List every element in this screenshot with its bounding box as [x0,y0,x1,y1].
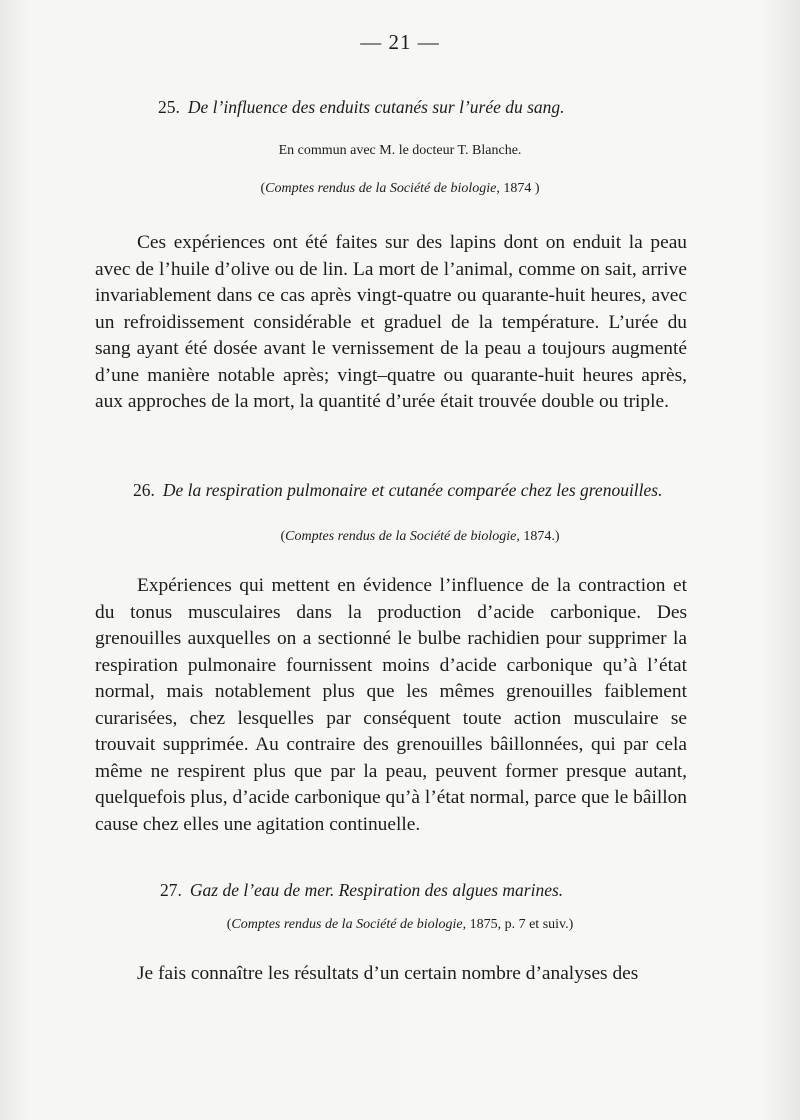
entry-27-body: Je fais connaître les résultats d’un certain nombre d’analyses des [137,963,639,984]
page-number: — 21 — [360,30,440,54]
entry-26-heading [133,480,663,501]
entry-27-heading [160,880,563,901]
entry-25-collab: En commun avec M. le docteur T. Blanche. [278,143,522,158]
entry-25-source: (Comptes rendus de la Société de biologie, 1874 ) [260,181,540,196]
entry-25-body: Ces expériences ont été faites sur des lapins dont on enduit la peau avec de l’huile d’olive ou de lin. La mort de l’animal, comme on sait, arrive invariablement dans ce cas après vingt-quatre ou quarante-huit heures, avec un refroidissement considérable et graduel de la température. L’urée du sang ayant été dosée avant le vernissement de la peau a toujours augmenté d’une manière notable après; vingt–quatre ou quarante-huit heures après, aux approches de la mort, la quantité d’urée était trouvée double ou triple. [95,232,687,412]
entry-27-title: Gaz de l’eau de mer. Respiration des algues marines. [189,880,564,900]
entry-25-title: De l’influence des enduits cutanés sur l’urée du sang. [187,97,565,117]
entry-27-number: 27. [160,880,182,900]
entry-26-number: 26. [133,480,155,500]
entry-27-source: (Comptes rendus de la Société de biologie, 1875, p. 7 et suiv.) [226,917,574,932]
entry-25-journal: Comptes rendus de la Société de biologie [265,181,497,196]
entry-27-journal: Comptes rendus de la Société de biologie [231,917,463,932]
entry-26-source: (Comptes rendus de la Société de biologie, 1874.) [280,529,560,544]
entry-26-journal: Comptes rendus de la Société de biologie [285,529,517,544]
entry-26-body: Expériences qui mettent en évidence l’influence de la contraction et du tonus musculaires dans la production d’acide carbonique. Des grenouilles auxquelles on a sectionné le bulbe rachidien pour supprimer la respiration pulmonaire fournissent moins d’acide carbonique qu’à l’état normal, mais notablement plus que les mêmes grenouilles faiblement curarisées, chez lesquelles par conséquent toute action musculaire se trouvait supprimée. Au contraire des grenouilles bâillonnées, qui par cela même ne respirent plus que par la peau, peuvent former presque autant, quelquefois plus, d’acide carbonique qu’à l’état normal, parce que le bâillon cause chez elles une agitation continuelle. [95,575,687,835]
entry-26-title: De la respiration pulmonaire et cutanée comparée chez les grenouilles. [162,480,663,500]
entry-25-number: 25. [158,97,180,117]
entry-25-heading [158,97,565,118]
